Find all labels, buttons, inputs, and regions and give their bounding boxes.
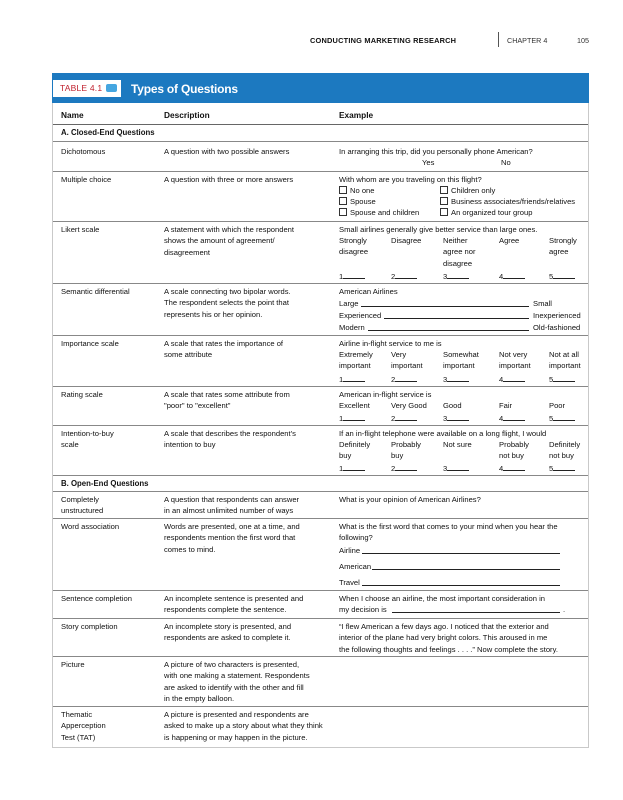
- checkbox-icon: [339, 208, 347, 216]
- row-desc-dichotomous: A question with two possible answers: [164, 147, 290, 156]
- row-example-completely-unstructured: What is your opinion of American Airlines?: [339, 495, 481, 504]
- row-name-rating-scale: Rating scale: [61, 390, 103, 399]
- sentence-prompt: my decision is: [339, 605, 387, 614]
- row-desc-multiple-choice: A question with three or more answers: [164, 175, 294, 184]
- scale-option: Poor: [549, 401, 566, 410]
- answer-line: [392, 612, 560, 613]
- scale-option: Not sure: [443, 440, 472, 449]
- checkbox-icon: [339, 186, 347, 194]
- word-prompt: Travel: [339, 578, 360, 587]
- checkbox-option: Spouse: [339, 196, 376, 207]
- row-example-intention-to-buy: If an in-flight telephone were available on a long flight, I would: [339, 429, 547, 438]
- scale-number: 1: [339, 461, 365, 474]
- scale-number: 4: [499, 269, 525, 282]
- checkbox-option: Children only: [440, 185, 495, 196]
- divider: [53, 386, 588, 387]
- row-desc-rating-scale: A scale that rates some attribute from "poor" to "excellent": [164, 390, 290, 411]
- row-name-dichotomous: Dichotomous: [61, 147, 106, 156]
- row-example-rating-scale: American in-flight service is: [339, 390, 432, 399]
- scale-option: Disagree: [391, 236, 422, 245]
- divider: [53, 221, 588, 222]
- scale-option: Excellent: [339, 401, 370, 410]
- scale-number: 1: [339, 411, 365, 424]
- divider: [53, 618, 588, 619]
- bipolar-right: Small: [533, 299, 552, 308]
- scale-number: 2: [391, 461, 417, 474]
- checkbox-icon: [440, 208, 448, 216]
- divider: [53, 518, 588, 519]
- divider: [53, 475, 588, 476]
- scale-option: Definitely buy: [339, 440, 371, 461]
- row-desc-completely-unstructured: A question that respondents can answer in an almost unlimited number of ways: [164, 495, 300, 516]
- answer-line: [362, 553, 560, 554]
- checkbox-icon: [440, 186, 448, 194]
- scale-option: Probably not buy: [499, 440, 529, 461]
- answer-line: [384, 318, 529, 319]
- scale-option: Neither agree nor disagree: [443, 236, 476, 268]
- scale-number: 3: [443, 461, 469, 474]
- scale-option: Fair: [499, 401, 513, 410]
- running-head: [310, 36, 595, 48]
- row-name-intention-to-buy: Intention-to-buy scale: [61, 429, 114, 450]
- row-name-multiple-choice: Multiple choice: [61, 175, 112, 184]
- answer-line: [361, 306, 529, 307]
- scale-option: Not at all important: [549, 350, 581, 371]
- scale-option: Good: [443, 401, 462, 410]
- divider: [53, 656, 588, 657]
- sentence-period: .: [563, 605, 566, 614]
- row-desc-intention-to-buy: A scale that describes the respondent's intention to buy: [164, 429, 296, 450]
- scale-number: 1: [339, 269, 365, 282]
- scale-number: 2: [391, 269, 417, 282]
- row-name-completely-unstructured: Completely unstructured: [61, 495, 104, 516]
- row-example-sentence-completion: When I choose an airline, the most important consideration in: [339, 594, 545, 603]
- row-desc-sentence-completion: An incomplete sentence is presented and respondents complete the sentence.: [164, 594, 304, 615]
- row-desc-semantic-differential: A scale connecting two bipolar words. The respondent selects the point that represents his or her opinion.: [164, 287, 291, 319]
- scale-number: 1: [339, 372, 365, 385]
- row-desc-tat: A picture is presented and respondents are asked to make up a story about what they think is happening or may happen in the picture.: [164, 710, 323, 742]
- scale-option: Very Good: [391, 401, 427, 410]
- scale-number: 4: [499, 411, 525, 424]
- page-number: 105: [577, 36, 589, 45]
- divider: [53, 283, 588, 284]
- scale-number: 5: [549, 461, 575, 474]
- scale-number: 5: [549, 372, 575, 385]
- row-name-sentence-completion: Sentence completion: [61, 594, 132, 603]
- scale-number: 3: [443, 411, 469, 424]
- checkbox-icon: [339, 197, 347, 205]
- row-name-tat: Thematic Apperception Test (TAT): [61, 710, 106, 742]
- divider: [53, 141, 588, 142]
- bipolar-left: Large: [339, 299, 359, 308]
- header-name: Name: [61, 110, 84, 120]
- checkbox-option: No one: [339, 185, 375, 196]
- checkbox-option: Business associates/friends/relatives: [440, 196, 575, 207]
- row-desc-importance-scale: A scale that rates the importance of some attribute: [164, 339, 284, 360]
- checkbox-option: Spouse and children: [339, 207, 419, 218]
- scale-number: 5: [549, 269, 575, 282]
- scale-number: 2: [391, 372, 417, 385]
- scale-option: Very important: [391, 350, 423, 371]
- row-name-word-association: Word association: [61, 522, 120, 531]
- row-desc-likert: A statement with which the respondent shows the amount of agreement/ disagreement: [164, 225, 295, 257]
- row-example-importance-scale: Airline in-flight service to me is: [339, 339, 442, 348]
- running-head-chapter: CHAPTER 4: [507, 36, 548, 45]
- table-label: TABLE 4.1: [60, 83, 103, 93]
- answer-line: [372, 569, 560, 570]
- header-description: Description: [164, 110, 210, 120]
- scale-option: Somewhat important: [443, 350, 479, 371]
- checkbox-icon: [440, 197, 448, 205]
- row-desc-story-completion: An incomplete story is presented, and respondents are asked to complete it.: [164, 622, 292, 643]
- scale-number: 5: [549, 411, 575, 424]
- header-example: Example: [339, 110, 374, 120]
- checkbox-option: An organized tour group: [440, 207, 532, 218]
- row-example-word-association: What is the first word that comes to your mind when you hear the following?: [339, 522, 558, 543]
- scale-option: Strongly agree: [549, 236, 577, 257]
- divider: [53, 491, 588, 492]
- row-example-likert: Small airlines generally give better service than large ones.: [339, 225, 538, 234]
- scale-number: 3: [443, 269, 469, 282]
- row-name-likert: Likert scale: [61, 225, 100, 234]
- divider: [53, 425, 588, 426]
- table-label-icon: [106, 84, 117, 92]
- row-desc-picture: A picture of two characters is presented, with one making a statement. Respondents are asked to identify with the other and fill in the empty balloon.: [164, 660, 310, 704]
- section-closed-end: A. Closed-End Questions: [61, 128, 155, 137]
- bipolar-left: Modern: [339, 323, 365, 332]
- scale-option: Strongly disagree: [339, 236, 369, 257]
- scale-option: Probably buy: [391, 440, 421, 461]
- scale-option: Agree: [499, 236, 520, 245]
- divider: [53, 706, 588, 707]
- scale-number: 4: [499, 372, 525, 385]
- scale-option: Not very important: [499, 350, 531, 371]
- option-no: No: [501, 158, 511, 167]
- word-prompt: American: [339, 562, 372, 571]
- row-name-story-completion: Story completion: [61, 622, 118, 631]
- divider: [53, 335, 588, 336]
- divider: [53, 124, 588, 125]
- row-example-dichotomous: In arranging this trip, did you personally phone American?: [339, 147, 533, 156]
- row-name-semantic-differential: Semantic differential: [61, 287, 130, 296]
- answer-line: [368, 330, 529, 331]
- divider: [53, 171, 588, 172]
- word-prompt: Airline: [339, 546, 361, 555]
- bipolar-left: Experienced: [339, 311, 382, 320]
- row-desc-word-association: Words are presented, one at a time, and respondents mention the first word that comes to mind.: [164, 522, 300, 554]
- row-example-multiple-choice: With whom are you traveling on this flight?: [339, 175, 482, 184]
- scale-number: 3: [443, 372, 469, 385]
- row-name-picture: Picture: [61, 660, 85, 669]
- bipolar-right: Inexperienced: [533, 311, 581, 320]
- option-yes: Yes: [422, 158, 435, 167]
- section-open-end: B. Open-End Questions: [61, 479, 149, 488]
- scale-number: 2: [391, 411, 417, 424]
- scale-option: Definitely not buy: [549, 440, 581, 461]
- scale-number: 4: [499, 461, 525, 474]
- row-name-importance-scale: Importance scale: [61, 339, 119, 348]
- row-example-semantic-differential: American Airlines: [339, 287, 398, 296]
- table-title: Types of Questions: [131, 82, 238, 96]
- answer-line: [362, 585, 560, 586]
- scale-option: Extremely important: [339, 350, 373, 371]
- running-head-title: CONDUCTING MARKETING RESEARCH: [310, 36, 457, 45]
- running-head-divider: [498, 32, 499, 47]
- bipolar-right: Old-fashioned: [533, 323, 581, 332]
- row-example-story-completion: “I flew American a few days ago. I noticed that the exterior and interior of the plane had very bright colors. This aroused in me the following thoughts and feelings . . . .” Now complete the story.: [339, 622, 558, 654]
- divider: [53, 590, 588, 591]
